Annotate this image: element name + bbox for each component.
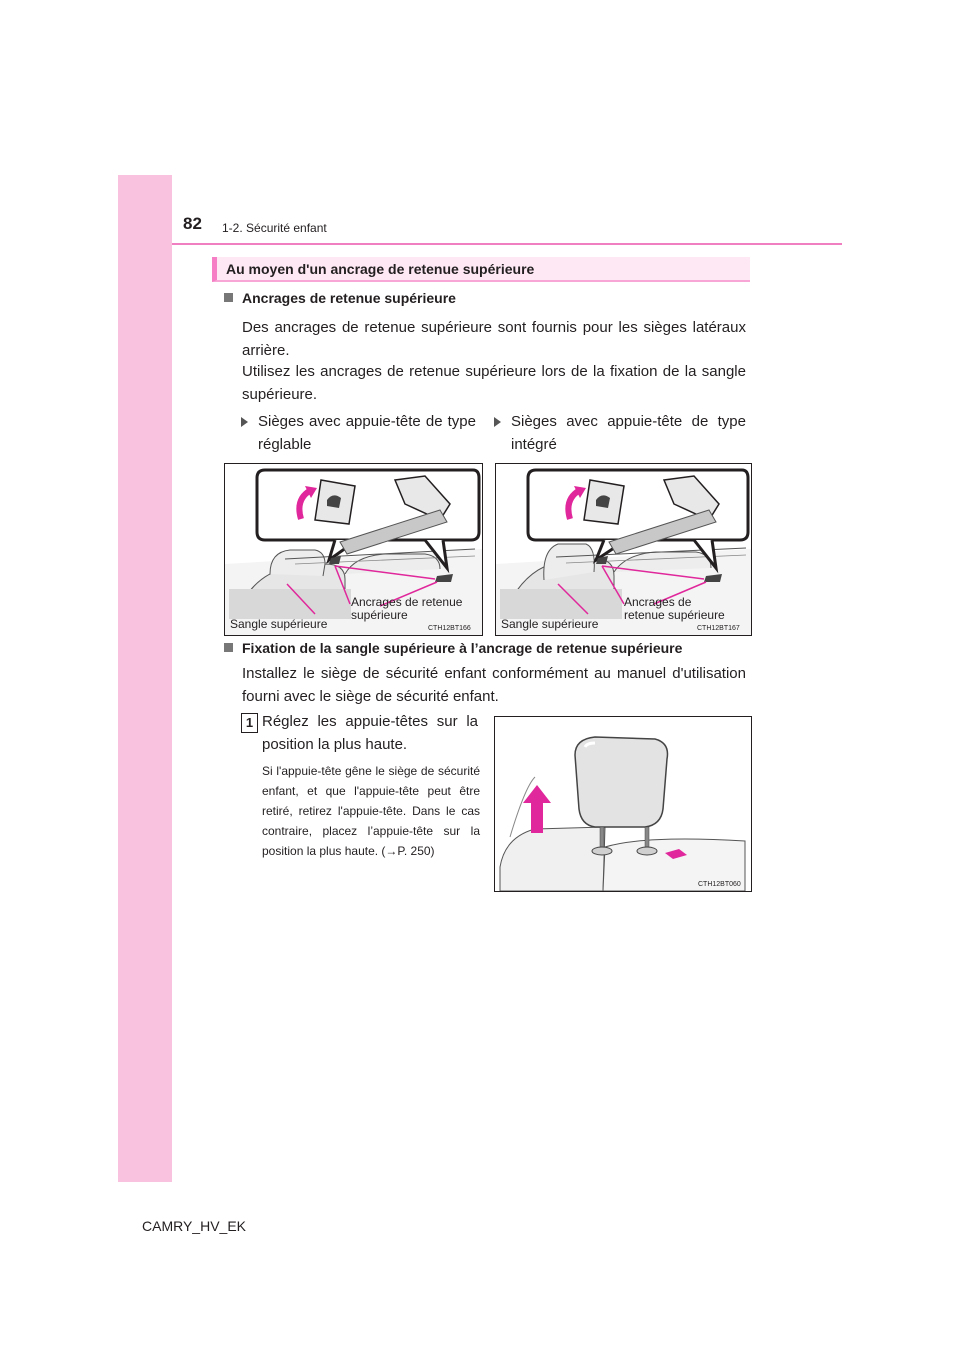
fixing-heading (224, 640, 682, 656)
footer-model: CAMRY_HV_EK (142, 1218, 247, 1234)
anchors-paragraph-2: Utilisez les ancrages de retenue supérieure lors de la fixation de la sangle supérieure. (242, 363, 746, 403)
seat-type-integrated (511, 410, 746, 456)
label-top-strap-right: Sangle supérieure (501, 617, 599, 631)
chapter-side-band (118, 175, 172, 1182)
fixing-paragraph: Installez le siège de sécurité enfant conformément au manuel d'utilisation fourni avec le siège de sécurité enfant. (242, 665, 746, 705)
header-divider (172, 243, 842, 245)
chapter-title: 1-2. Sécurité enfant (222, 221, 327, 235)
square-bullet-icon (224, 643, 233, 652)
square-bullet-icon (224, 293, 233, 302)
seat-type-adjustable-text: Sièges avec appuie-tête de type réglable (258, 413, 476, 453)
seat-type-adjustable (258, 410, 476, 456)
figure-code-right: CTH12BT167 (697, 625, 740, 632)
figure-integrated-headrest (495, 463, 752, 636)
headrest-illustration (495, 717, 751, 891)
anchors-paragraph-1: Des ancrages de retenue supérieure sont fournis pour les sièges latéraux arrière. (242, 319, 746, 359)
label-top-strap-left: Sangle supérieure (230, 617, 328, 631)
triangle-bullet-icon (494, 417, 501, 427)
anchors-heading-text: Ancrages de retenue supérieure (242, 290, 456, 306)
step-1-note: Si l'appuie-tête gêne le siège de sécurité enfant, et que l'appuie-tête peut être retiré, retirez l'appuie-tête. Dans le cas contraire, placez l’appuie-tête sur la position la plus haute. (→P. 250) (262, 764, 480, 858)
figure-code-headrest: CTH12BT060 (698, 881, 741, 888)
label-anchor-left-line1: Ancrages de retenue (351, 595, 463, 609)
figure-adjustable-headrest (224, 463, 483, 636)
label-anchor-left-line2: supérieure (351, 608, 408, 622)
figure-headrest-raise (494, 716, 752, 892)
anchors-heading (224, 290, 456, 306)
page-number: 82 (183, 214, 202, 233)
step-number-badge: 1 (241, 713, 258, 733)
fixing-heading-text: Fixation de la sangle supérieure à l’ancrage de retenue supérieure (242, 640, 683, 656)
triangle-bullet-icon (241, 417, 248, 427)
label-anchor-right-line2: retenue supérieure (624, 608, 725, 622)
seat-type-integrated-text: Sièges avec appuie-tête de type intégré (511, 413, 746, 453)
figure-code-left: CTH12BT166 (428, 625, 471, 632)
section-title: Au moyen d'un ancrage de retenue supérieure (212, 257, 750, 282)
step-1-text: Réglez les appuie-têtes sur la position la plus haute. (262, 713, 478, 753)
label-anchor-right-line1: Ancrages de (624, 595, 692, 609)
